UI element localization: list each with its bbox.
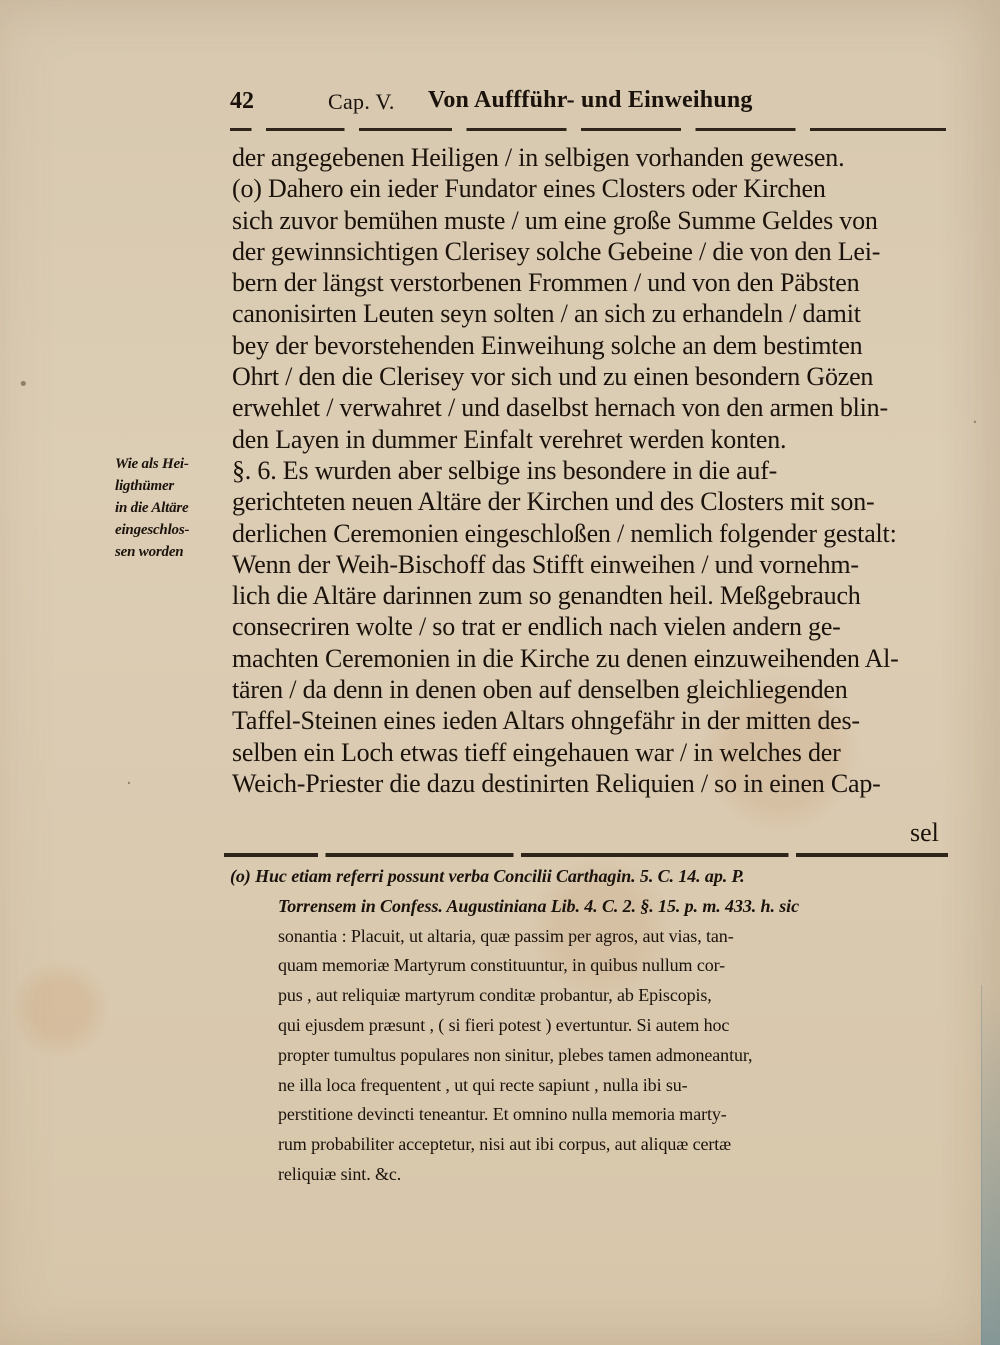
main-text-line: bey der bevorstehenden Einweihung solche an dem bestimten bbox=[232, 330, 863, 360]
main-text-line: derlichen Ceremonien eingeschloßen / nemlich folgender gestalt: bbox=[232, 518, 897, 548]
footnote-line: quam memoriæ Martyrum constituuntur, in quibus nullum cor- bbox=[278, 955, 726, 976]
main-text-line: den Layen in dummer Einfalt verehret werden konten. bbox=[232, 424, 787, 454]
footnote-line: reliquiæ sint. &c. bbox=[278, 1163, 402, 1184]
margin-note-line: Wie als Hei- bbox=[115, 456, 189, 472]
main-text-line: der angegebenen Heiligen / in selbigen vorhanden gewesen. bbox=[232, 143, 845, 172]
main-text-line: machten Ceremonien in die Kirche zu denen einzuweihenden Al- bbox=[232, 643, 899, 673]
footnote-line: pus , aut reliquiæ martyrum conditæ probantur, ab Episcopis, bbox=[278, 985, 712, 1006]
main-text-line: canonisirten Leuten seyn solten / an sich zu erhandeln / damit bbox=[232, 299, 861, 329]
main-text-line: Wenn der Weih-Bischoff das Stifft einweihen / und vornehm- bbox=[232, 549, 859, 579]
main-text-line: lich die Altäre darinnen zum so genandten heil. Meßgebrauch bbox=[232, 581, 861, 611]
main-text-line: gerichteten neuen Altäre der Kirchen und des Closters mit son- bbox=[232, 487, 875, 517]
main-text-line: sich zuvor bemühen muste / um eine große Summe Geldes von bbox=[232, 205, 878, 235]
page-edge bbox=[981, 985, 1000, 1345]
footnote-line: rum probabiliter acceptetur, nisi aut ibi corpus, aut aliquæ certæ bbox=[278, 1134, 732, 1155]
chapter-label: Cap. V. bbox=[328, 89, 395, 114]
main-text-line: bern der längst verstorbenen Frommen / und von den Päbsten bbox=[232, 268, 860, 298]
paper-speck: · bbox=[972, 412, 978, 433]
margin-note-line: eingeschlos- bbox=[115, 522, 190, 538]
footnote-line: Torrensem in Confess. Augustiniana Lib. 4. C. 2. §. 15. p. m. 433. h. sic bbox=[278, 895, 799, 916]
footnote-block bbox=[230, 862, 948, 1190]
main-text-line: der gewinnsichtigen Clerisey solche Gebeine / die von den Lei- bbox=[232, 236, 881, 266]
header-rule bbox=[230, 128, 946, 131]
main-text-line: Weich-Priester die dazu destinirten Reliquien / so in einen Cap- bbox=[232, 768, 881, 798]
footnote-line: qui ejusdem præsunt , ( si fieri potest ) evertuntur. Si autem hoc bbox=[278, 1014, 730, 1035]
footnote-line: (o) Huc etiam referri possunt verba Concilii Carthagin. 5. C. 14. ap. P. bbox=[230, 866, 745, 886]
margin-note-line: in die Altäre bbox=[115, 500, 189, 516]
footnote-line: sonantia : Placuit, ut altaria, quæ passim per agros, aut vias, tan- bbox=[278, 925, 734, 946]
main-text-line: Ohrt / den die Clerisey vor sich und zu einen besondern Gözen bbox=[232, 362, 874, 392]
running-title: Von Auffführ- und Einweihung bbox=[428, 87, 753, 113]
paper-speck: · bbox=[126, 773, 132, 794]
paper-speck: • bbox=[18, 374, 29, 395]
main-text-line: consecriren wolte / so trat er endlich nach vielen andern ge- bbox=[232, 612, 841, 642]
margin-note bbox=[115, 453, 227, 563]
margin-note-line: sen worden bbox=[115, 544, 184, 560]
main-text-line: tären / da denn in denen oben auf denselben gleichliegenden bbox=[232, 675, 848, 705]
footnote-line: perstitione devincti teneantur. Et omnino nulla memoria marty- bbox=[278, 1104, 727, 1125]
footnote-line: ne illa loca frequentent , ut qui recte sapiunt , nulla ibi su- bbox=[278, 1074, 688, 1095]
catchword: sel bbox=[910, 818, 939, 847]
margin-note-line: ligthümer bbox=[115, 478, 175, 494]
main-text-line: Taffel-Steinen eines ieden Altars ohngefähr in der mitten des- bbox=[232, 706, 860, 736]
main-text-line: erwehlet / verwahret / und daselbst hernach von den armen blin- bbox=[232, 393, 888, 423]
page-number: 42 bbox=[230, 88, 254, 114]
footnote-rule bbox=[224, 853, 948, 857]
page-header bbox=[230, 87, 830, 121]
main-text-line: selben ein Loch etwas tieff eingehauen war / in welches der bbox=[232, 737, 841, 767]
main-text-line: (o) Dahero ein ieder Fundator eines Closters oder Kirchen bbox=[232, 174, 826, 204]
main-text-line: §. 6. Es wurden aber selbige ins besondere in die auf- bbox=[232, 455, 778, 485]
main-text-block bbox=[232, 142, 946, 799]
footnote-line: propter tumultus populares non sinitur, plebes tamen admoneantur, bbox=[278, 1044, 753, 1065]
